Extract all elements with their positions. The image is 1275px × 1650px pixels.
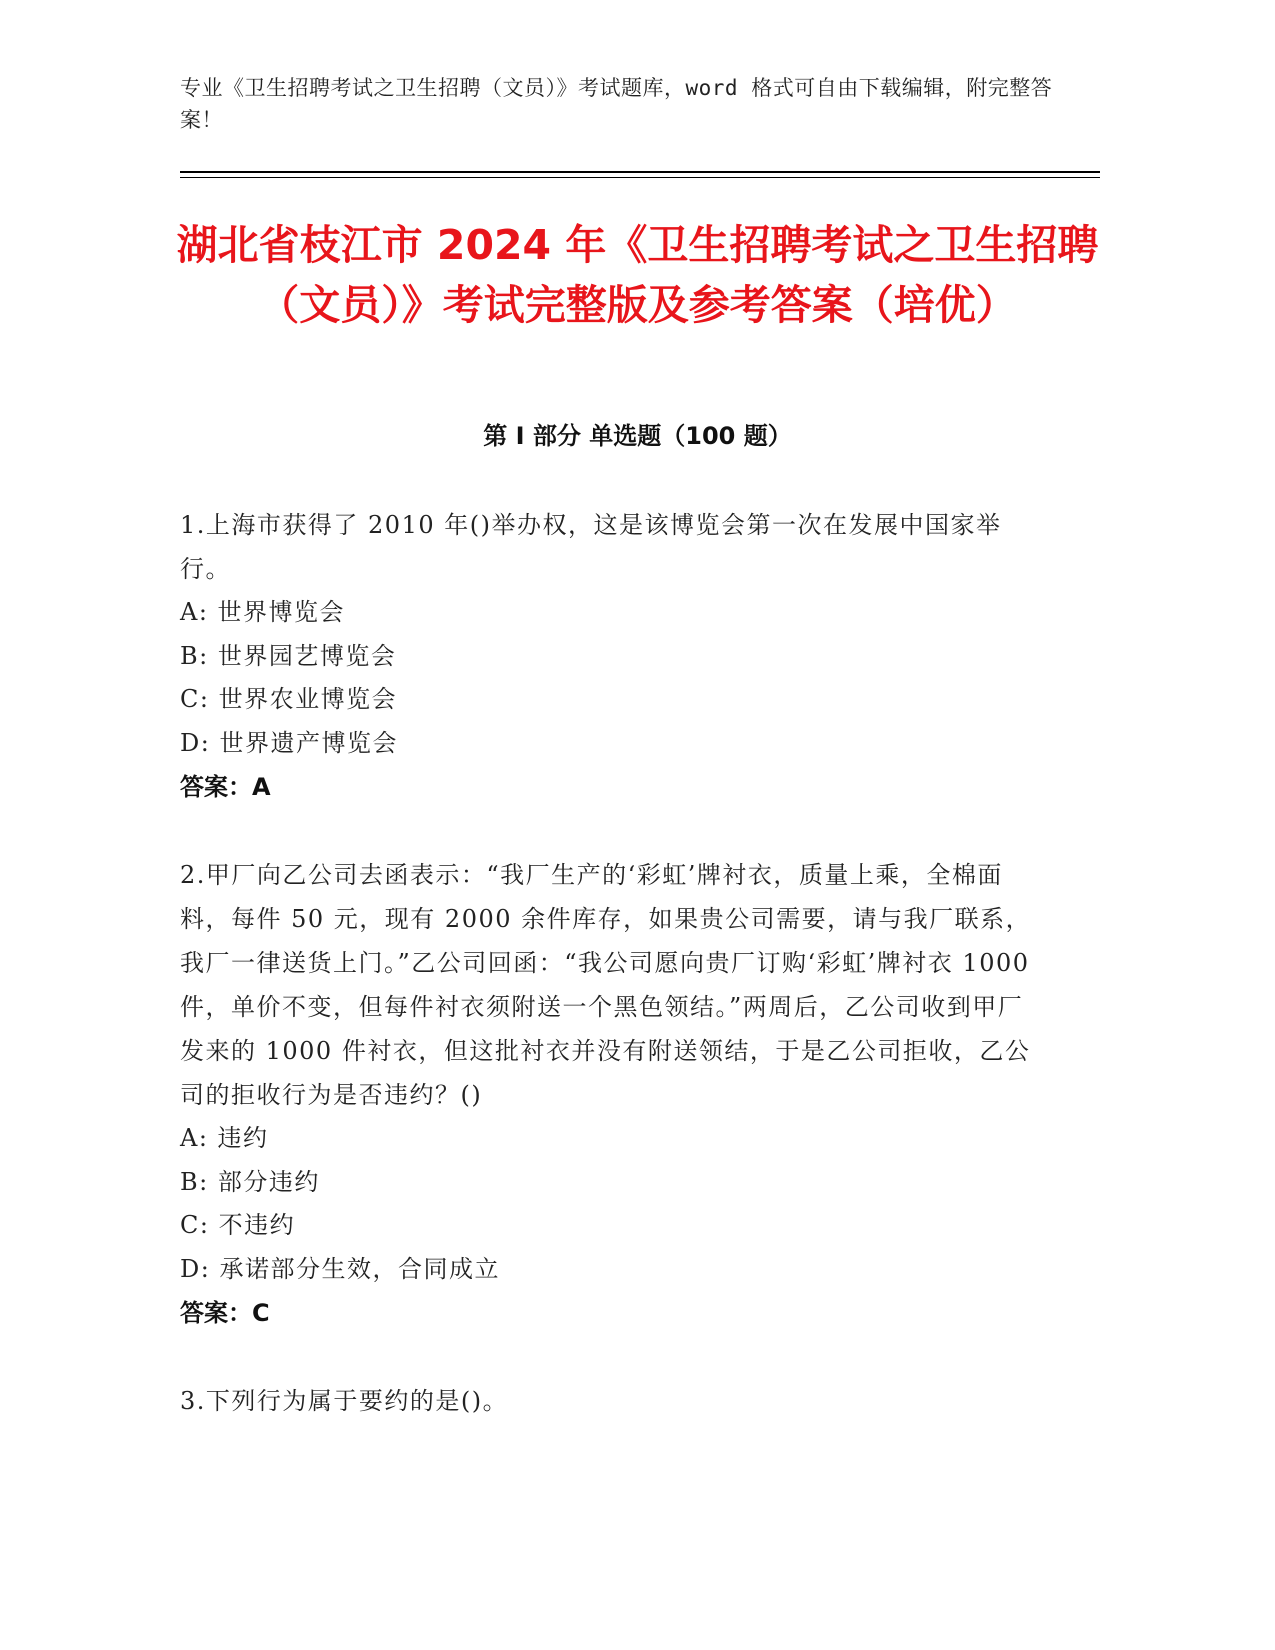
question-3 bbox=[180, 1379, 1040, 1423]
option-d: D: 世界遗产博览会 bbox=[180, 728, 398, 757]
option-b: B: 世界园艺博览会 bbox=[180, 641, 397, 670]
answer-line: 答案：A bbox=[180, 773, 271, 801]
question-1 bbox=[180, 503, 1040, 809]
question-spacer bbox=[180, 1335, 1040, 1379]
option-c: C: 不违约 bbox=[180, 1211, 296, 1239]
answer-line: 答案：C bbox=[180, 1299, 270, 1327]
header-divider-thin bbox=[180, 177, 1100, 178]
option-d: D: 承诺部分生效，合同成立 bbox=[180, 1254, 500, 1283]
question-text: 3.下列行为属于要约的是()。 bbox=[180, 1387, 509, 1415]
option-a: A: 世界博览会 bbox=[180, 598, 346, 626]
question-list bbox=[180, 503, 1040, 1423]
option-a: A: 违约 bbox=[180, 1124, 269, 1152]
question-spacer bbox=[180, 809, 1040, 853]
header-note: 专业《卫生招聘考试之卫生招聘（文员）》考试题库，word 格式可自由下载编辑，附完整答案！ bbox=[180, 76, 1053, 132]
document-title: 湖北省枝江市 2024 年《卫生招聘考试之卫生招聘（文员）》考试完整版及参考答案（培优） bbox=[176, 221, 1099, 329]
header-divider-thick bbox=[180, 171, 1100, 173]
option-b: B: 部分违约 bbox=[180, 1167, 320, 1196]
question-2 bbox=[180, 853, 1040, 1335]
question-text: 2.甲厂向乙公司去函表示：“我厂生产的‘彩虹’牌衬衣，质量上乘，全棉面料，每件 50 元，现有 2000 余件库存，如果贵公司需要，请与我厂联系，我厂一律送货上门。”乙公司回函：“我公司愿向贵厂订购‘彩虹’牌衬衣 1000 件，单价不变，但每件衬衣须附送一个黑色领结。”两周后，乙公司收到甲厂发来的 1000 件衬衣，但这批衬衣并没有附送领结，于是乙公司拒收，乙公司的拒收行为是否违约？() bbox=[180, 861, 1032, 1109]
question-text: 1.上海市获得了 2010 年()举办权，这是该博览会第一次在发展中国家举行。 bbox=[180, 511, 1002, 583]
section-title: 第 I 部分 单选题（100 题） bbox=[483, 422, 792, 450]
option-c: C: 世界农业博览会 bbox=[180, 685, 398, 713]
